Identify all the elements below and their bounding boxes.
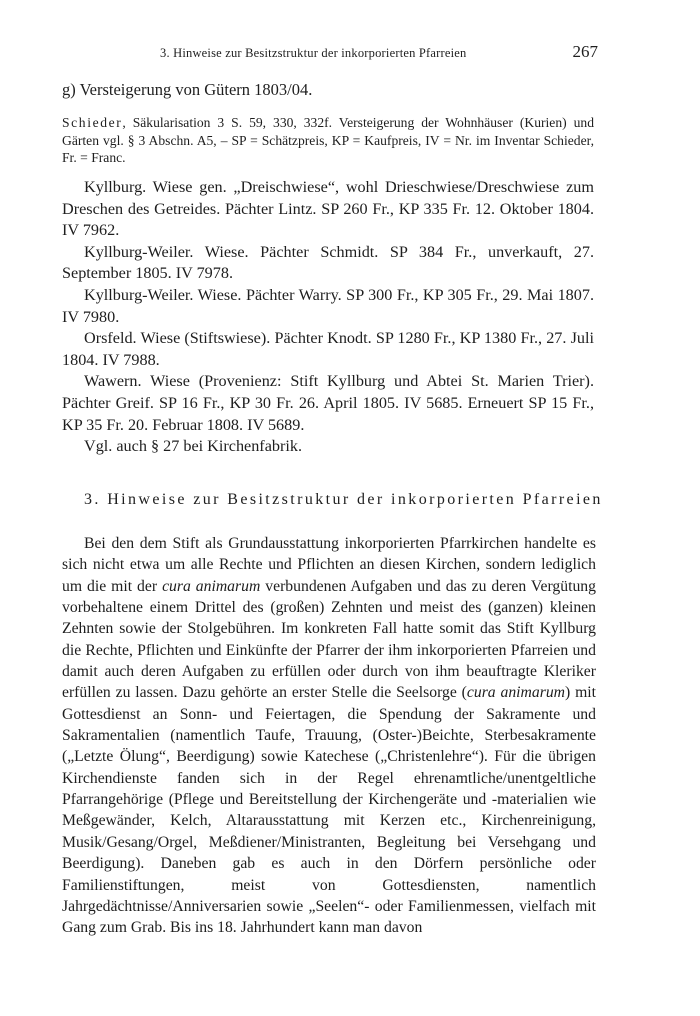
- entry-kyllburg: Kyllburg. Wiese gen. „Dreischwiese“, wohl Drieschwiese/Dreschwiese zum Dreschen des Getreides. Pächter Lintz. SP 260 Fr., KP 335 Fr. 12. Oktober 1804. IV 7962.: [62, 178, 594, 240]
- source-note: [62, 114, 594, 167]
- source-note-text: , Säkularisation 3 S. 59, 330, 332f. Versteigerung der Wohnhäuser (Kurien) und Gärten vgl. § 3 Abschn. A5, – SP = Schätzpreis, KP = Kaufpreis, IV = Nr. im Inventar Schieder, Fr. = Franc.: [62, 115, 594, 165]
- body-paragraph: [62, 533, 596, 939]
- section-heading: 3. Hinweise zur Besitzstruktur der inkorporierten Pfarreien: [84, 491, 603, 508]
- entry-orsfeld: Orsfeld. Wiese (Stiftswiese). Pächter Knodt. SP 1280 Fr., KP 1380 Fr., 27. Juli 1804. IV 7988.: [62, 329, 594, 369]
- body-text-part-2: verbundenen Aufgaben und das zu deren Vergütung vorbehaltene einem Drittel des (großen) Zehnten und meist des (ganzen) kleinen Zehnten sowie der Stolgebühren. Im konkreten Fall hatte somit das Stift Kyllburg die Rechte, Pflichten und Einkünfte der Pfarrer der ihm inkorporierten Pfarreien und damit auch deren Aufgaben zu erfüllen oder durch von ihm beauftragte Kleriker erfüllen zu lassen. Dazu gehörte an erster Stelle die Seelsorge (: [62, 577, 596, 702]
- page-number: 267: [572, 42, 598, 61]
- entry-kyllburg-weiler-warry: Kyllburg-Weiler. Wiese. Pächter Warry. SP 300 Fr., KP 305 Fr., 29. Mai 1807. IV 7980.: [62, 285, 594, 326]
- running-title: 3. Hinweise zur Besitzstruktur der inkorporierten Pfarreien: [160, 46, 467, 60]
- source-note-paragraph: [62, 114, 594, 167]
- body-text: [62, 533, 596, 939]
- latin-term: cura animarum: [466, 684, 565, 702]
- running-head: [62, 42, 598, 66]
- latin-term: cura animarum: [162, 577, 261, 595]
- cross-reference: Vgl. auch § 27 bei Kirchenfabrik.: [84, 437, 303, 456]
- subsection-heading: g) Versteigerung von Gütern 1803/04.: [62, 80, 313, 99]
- source-author: Schieder: [62, 115, 123, 130]
- body-text-part-3: ) mit Gottesdienst an Sonn- und Feiertagen, die Spendung der Sakramente und Sakramentalien (namentlich Taufe, Trauung, (Oster-)Beichte, Sterbesakramente („Letzte Ölung“, Beerdigung) sowie Katechese („Christenlehre“). Für die übrigen Kirchendienste fanden sich in der Regel ehrenamtliche/unentgeltliche Pfarrangehörige (Pflege und Bereitstellung der Kirchengeräte und -materialien wie Meßgewänder, Kelch, Altarausstattung mit Kerzen etc., Kirchenreinigung, Musik/Gesang/Orgel, Meßdiener/Ministranten, Begleitung bei Versehgang und Beerdigung). Daneben gab es auch in den Dörfern persönliche oder Familienstiftungen, meist von Gottesdiensten, namentlich Jahrgedächtnisse/Anniversarien sowie „Seelen“- oder Familienmessen, vielfach mit Gang zum Grab. Bis ins 18. Jahrhundert kann man davon: [62, 684, 596, 937]
- entry-wawern: Wawern. Wiese (Provenienz: Stift Kyllburg und Abtei St. Marien Trier). Pächter Greif. SP 16 Fr., KP 30 Fr. 26. April 1805. IV 5685. Erneuert SP 15 Fr., KP 35 Fr. 20. Februar 1808. IV 5689.: [62, 372, 594, 434]
- auction-entries: [62, 177, 594, 458]
- entry-kyllburg-weiler-schmidt: Kyllburg-Weiler. Wiese. Pächter Schmidt. SP 384 Fr., unverkauft, 27. September 1805. IV 7978.: [62, 242, 594, 283]
- body-text-part-1: Bei den dem Stift als Grundausstattung inkorporierten Pfarrkirchen handelte es sich nicht etwa um alle Rechte und Pflichten an diesen Kirchen, sondern lediglich um die mit der: [62, 535, 596, 595]
